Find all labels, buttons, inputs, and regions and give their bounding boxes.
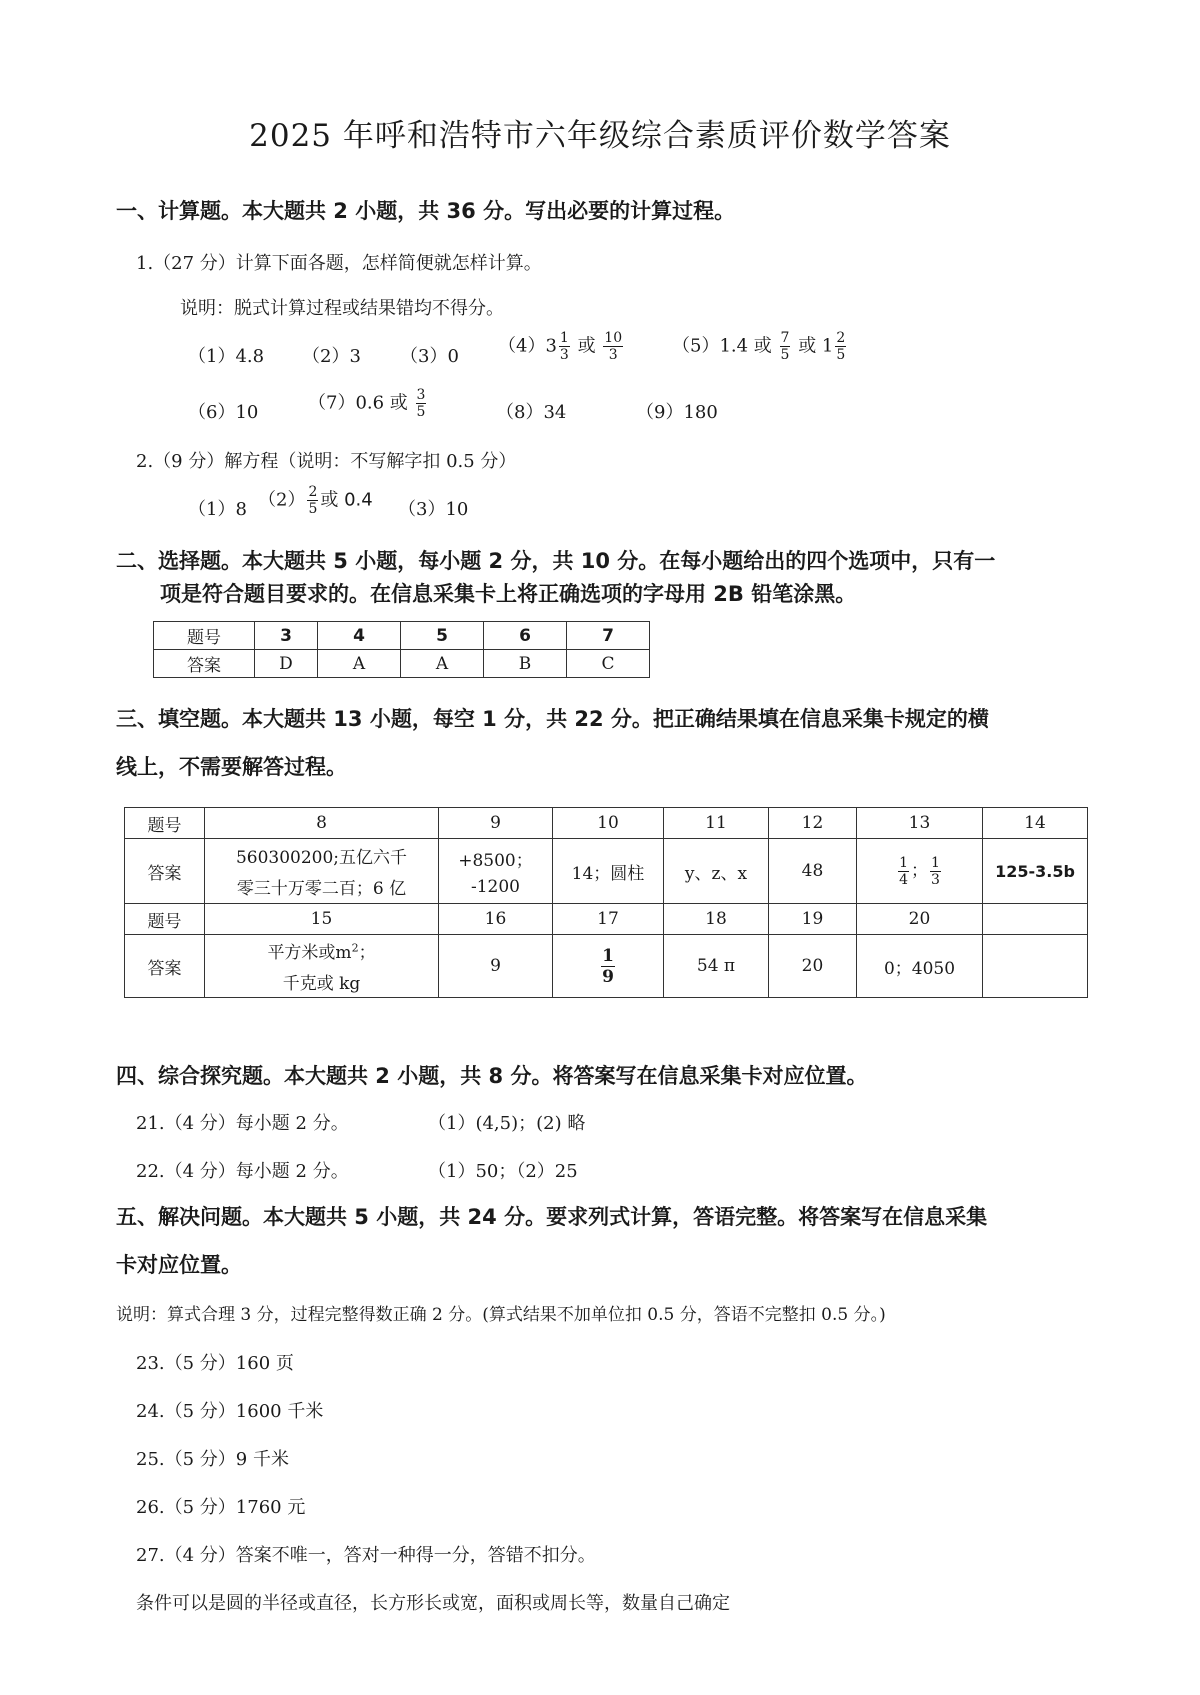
choice-question-4: 4 bbox=[318, 622, 401, 650]
fill-question-10: 10 bbox=[553, 808, 664, 839]
fill-answer-19: 20 bbox=[769, 935, 857, 998]
fill-answer-9 bbox=[439, 839, 553, 904]
fill-answer-17-fraction: $\frac{1}{9}$ bbox=[602, 945, 614, 987]
fill-question-row-2 bbox=[125, 904, 1088, 935]
fill-question-12: 12 bbox=[769, 808, 857, 839]
choice-row-label-question: 题号 bbox=[154, 622, 255, 650]
q1-answer-4-fraction: $\frac{1}{3}$ bbox=[559, 330, 569, 363]
section-1-heading: 一、计算题。本大题共 2 小题，共 36 分。写出必要的计算过程。 bbox=[116, 199, 736, 223]
q2-answer-2 bbox=[258, 484, 373, 517]
q23-answer: 23.（5 分）160 页 bbox=[136, 1353, 294, 1374]
fill-row-label-answer-1: 答案 bbox=[125, 839, 205, 904]
page-title: 2025 年呼和浩特市六年级综合素质评价数学答案 bbox=[249, 118, 951, 154]
choice-answer-4: A bbox=[318, 650, 401, 678]
q2-answer-3: （3）10 bbox=[398, 499, 469, 520]
q21-label: 21.（4 分）每小题 2 分。 bbox=[136, 1113, 349, 1134]
fill-answer-empty bbox=[983, 935, 1088, 998]
fill-answer-20: 0；4050 bbox=[857, 935, 983, 998]
q1-note: 说明：脱式计算过程或结果错均不得分。 bbox=[180, 298, 504, 319]
q26-answer: 26.（5 分）1760 元 bbox=[136, 1497, 306, 1518]
fill-question-empty bbox=[983, 904, 1088, 935]
fill-answer-8-line1: 560300200;五亿六千 bbox=[235, 848, 408, 868]
q2-answer-1: （1）8 bbox=[188, 499, 247, 520]
q1-answer-5-mixed-fraction: $\frac{2}{5}$ bbox=[836, 330, 846, 363]
q2-answer-2-label: （2） bbox=[258, 489, 306, 511]
fill-question-19: 19 bbox=[769, 904, 857, 935]
fill-answer-13-separator: ； bbox=[911, 860, 928, 881]
fill-answer-8-line2: 零三十万零二百；6 亿 bbox=[236, 879, 407, 899]
fill-question-20: 20 bbox=[857, 904, 983, 935]
section-2-heading-line1: 二、选择题。本大题共 5 小题，每小题 2 分，共 10 分。在每小题给出的四个选项中，只有一 bbox=[116, 549, 996, 573]
q27-answer: 27.（4 分）答案不唯一，答对一种得一分，答错不扣分。 bbox=[136, 1545, 596, 1566]
q1-answer-4 bbox=[498, 330, 625, 363]
fill-answer-11: y、z、x bbox=[664, 839, 769, 904]
choice-question-3: 3 bbox=[255, 622, 318, 650]
fill-answer-17 bbox=[553, 935, 664, 998]
q21-answer: （1）(4,5)；(2) 略 bbox=[428, 1113, 586, 1134]
choice-answer-6: B bbox=[484, 650, 567, 678]
fill-answer-16: 9 bbox=[439, 935, 553, 998]
fill-question-8: 8 bbox=[205, 808, 439, 839]
fill-answer-13-fraction-2: $\frac{1}{3}$ bbox=[931, 854, 940, 888]
q1-answer-7 bbox=[308, 387, 428, 420]
q1-answer-7-decimal: （7）0.6 或 bbox=[308, 392, 408, 414]
fill-answer-15-line1: 平方米或$m^2$； bbox=[267, 941, 376, 963]
fill-answer-10: 14；圆柱 bbox=[553, 839, 664, 904]
q1-answer-5-or: 或 1 bbox=[798, 335, 834, 357]
fill-answer-13-fraction-1: $\frac{1}{4}$ bbox=[899, 854, 908, 888]
section-2-heading-line2: 项是符合题目要求的。在信息采集卡上将正确选项的字母用 2B 铅笔涂黑。 bbox=[160, 582, 857, 606]
q1-answer-9: （9）180 bbox=[636, 402, 718, 423]
q24-answer: 24.（5 分）1600 千米 bbox=[136, 1401, 324, 1422]
fill-answer-15-line2: 千克或 kg bbox=[282, 974, 361, 994]
fill-answer-9-line2: -1200 bbox=[470, 876, 520, 897]
fill-answer-15 bbox=[205, 935, 439, 998]
fill-question-14: 14 bbox=[983, 808, 1088, 839]
section-3-heading-line2: 线上，不需要解答过程。 bbox=[116, 755, 347, 779]
q1-answer-5-fraction: $\frac{7}{5}$ bbox=[780, 330, 790, 363]
fill-answer-9-line1: +8500； bbox=[458, 850, 533, 871]
choice-answer-5: A bbox=[401, 650, 484, 678]
q1-intro: 1.（27 分）计算下面各题，怎样简便就怎样计算。 bbox=[136, 253, 542, 274]
q27-note: 条件可以是圆的半径或直径，长方形长或宽，面积或周长等，数量自己确定 bbox=[136, 1593, 730, 1614]
choice-question-row bbox=[154, 622, 650, 650]
q1-answer-5 bbox=[672, 330, 848, 363]
choice-answer-7: C bbox=[567, 650, 650, 678]
fill-question-16: 16 bbox=[439, 904, 553, 935]
choice-answer-3: D bbox=[255, 650, 318, 678]
q2-answer-2-decimal: 或 0.4 bbox=[320, 489, 373, 511]
section-3-heading-line1: 三、填空题。本大题共 13 小题，每空 1 分，共 22 分。把正确结果填在信息采集卡规定的横 bbox=[116, 707, 989, 731]
q1-answer-7-fraction: $\frac{3}{5}$ bbox=[416, 387, 426, 420]
q1-answer-1: （1）4.8 bbox=[188, 346, 265, 367]
section-5-note: 说明：算式合理 3 分，过程完整得数正确 2 分。(算式结果不加单位扣 0.5 分，答语不完整扣 0.5 分。) bbox=[116, 1305, 886, 1325]
section-4-heading: 四、综合探究题。本大题共 2 小题，共 8 分。将答案写在信息采集卡对应位置。 bbox=[116, 1064, 868, 1088]
fill-answer-row-2 bbox=[125, 935, 1088, 998]
q1-answer-4-whole: （4）3 bbox=[498, 335, 557, 357]
q1-answer-6: （6）10 bbox=[188, 402, 259, 423]
fill-question-15: 15 bbox=[205, 904, 439, 935]
choice-question-7: 7 bbox=[567, 622, 650, 650]
fill-answer-18: 54 π bbox=[664, 935, 769, 998]
choice-answer-table bbox=[153, 621, 650, 678]
q1-answer-3: （3）0 bbox=[400, 346, 459, 367]
q1-answer-4-alt-fraction: $\frac{10}{3}$ bbox=[604, 330, 623, 363]
fill-row-label-answer-2: 答案 bbox=[125, 935, 205, 998]
choice-answer-row bbox=[154, 650, 650, 678]
fill-question-9: 9 bbox=[439, 808, 553, 839]
fill-row-label-question-1: 题号 bbox=[125, 808, 205, 839]
section-5-heading-line2: 卡对应位置。 bbox=[116, 1253, 242, 1277]
q1-answer-8: （8）34 bbox=[496, 402, 567, 423]
q2-intro: 2.（9 分）解方程（说明：不写解字扣 0.5 分） bbox=[136, 451, 517, 472]
fill-answer-row-1 bbox=[125, 839, 1088, 904]
choice-question-6: 6 bbox=[484, 622, 567, 650]
q1-answer-2: （2）3 bbox=[302, 346, 361, 367]
fill-row-label-question-2: 题号 bbox=[125, 904, 205, 935]
fill-question-18: 18 bbox=[664, 904, 769, 935]
q25-answer: 25.（5 分）9 千米 bbox=[136, 1449, 289, 1470]
fill-question-17: 17 bbox=[553, 904, 664, 935]
section-5-heading-line1: 五、解决问题。本大题共 5 小题，共 24 分。要求列式计算，答语完整。将答案写在信息采集 bbox=[116, 1205, 988, 1229]
fill-answer-13 bbox=[857, 839, 983, 904]
fill-blank-answer-table bbox=[124, 807, 1088, 998]
fill-answer-12: 48 bbox=[769, 839, 857, 904]
fill-answer-14: 125-3.5b bbox=[983, 839, 1088, 904]
q22-answer: （1）50；（2）25 bbox=[428, 1161, 578, 1182]
choice-question-5: 5 bbox=[401, 622, 484, 650]
q1-answer-5-decimal: （5）1.4 或 bbox=[672, 335, 772, 357]
fill-question-row-1 bbox=[125, 808, 1088, 839]
q22-label: 22.（4 分）每小题 2 分。 bbox=[136, 1161, 349, 1182]
fill-question-11: 11 bbox=[664, 808, 769, 839]
choice-row-label-answer: 答案 bbox=[154, 650, 255, 678]
fill-question-13: 13 bbox=[857, 808, 983, 839]
q2-answer-2-fraction: $\frac{2}{5}$ bbox=[308, 484, 318, 517]
q1-answer-4-or: 或 bbox=[577, 335, 596, 357]
fill-answer-8 bbox=[205, 839, 439, 904]
